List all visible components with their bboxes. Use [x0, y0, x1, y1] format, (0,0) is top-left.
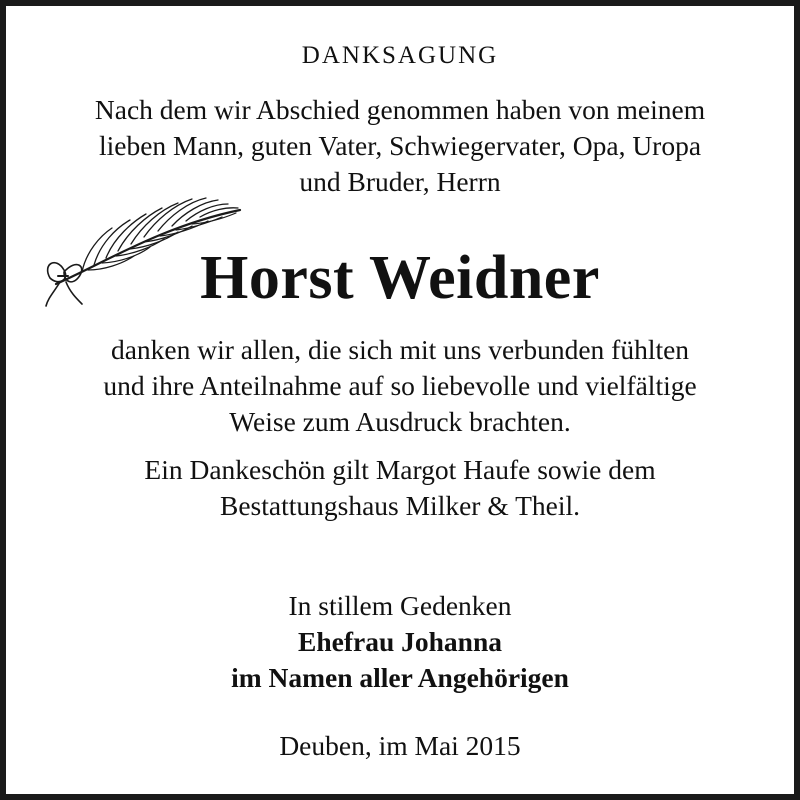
thanks-line-1: danken wir allen, die sich mit uns verbunden fühlten	[110, 334, 690, 365]
intro-line-1: Nach dem wir Abschied genommen haben von meinem	[94, 94, 706, 125]
remembrance-line: In stillem Gedenken	[288, 590, 512, 621]
special-thanks-line-1: Ein Dankeschön gilt Margot Haufe sowie dem	[144, 454, 656, 485]
thanks-line-3: Weise zum Ausdruck brachten.	[229, 406, 571, 437]
deceased-name: Horst Weidner	[200, 244, 600, 312]
signatory-line: Ehefrau Johanna	[297, 626, 502, 657]
special-thanks-line-2: Bestattungshaus Milker & Theil.	[219, 490, 580, 521]
on-behalf-line: im Namen aller Angehörigen	[231, 662, 569, 693]
thanks-line-2: und ihre Anteilnahme auf so liebevolle und vielfältige	[103, 370, 697, 401]
place-date-line: Deuben, im Mai 2015	[279, 730, 521, 761]
notice-heading: DANKSAGUNG	[301, 42, 499, 69]
intro-line-2: lieben Mann, guten Vater, Schwiegervater, Opa, Uropa	[98, 130, 702, 161]
intro-line-3: und Bruder, Herrn	[299, 166, 501, 197]
